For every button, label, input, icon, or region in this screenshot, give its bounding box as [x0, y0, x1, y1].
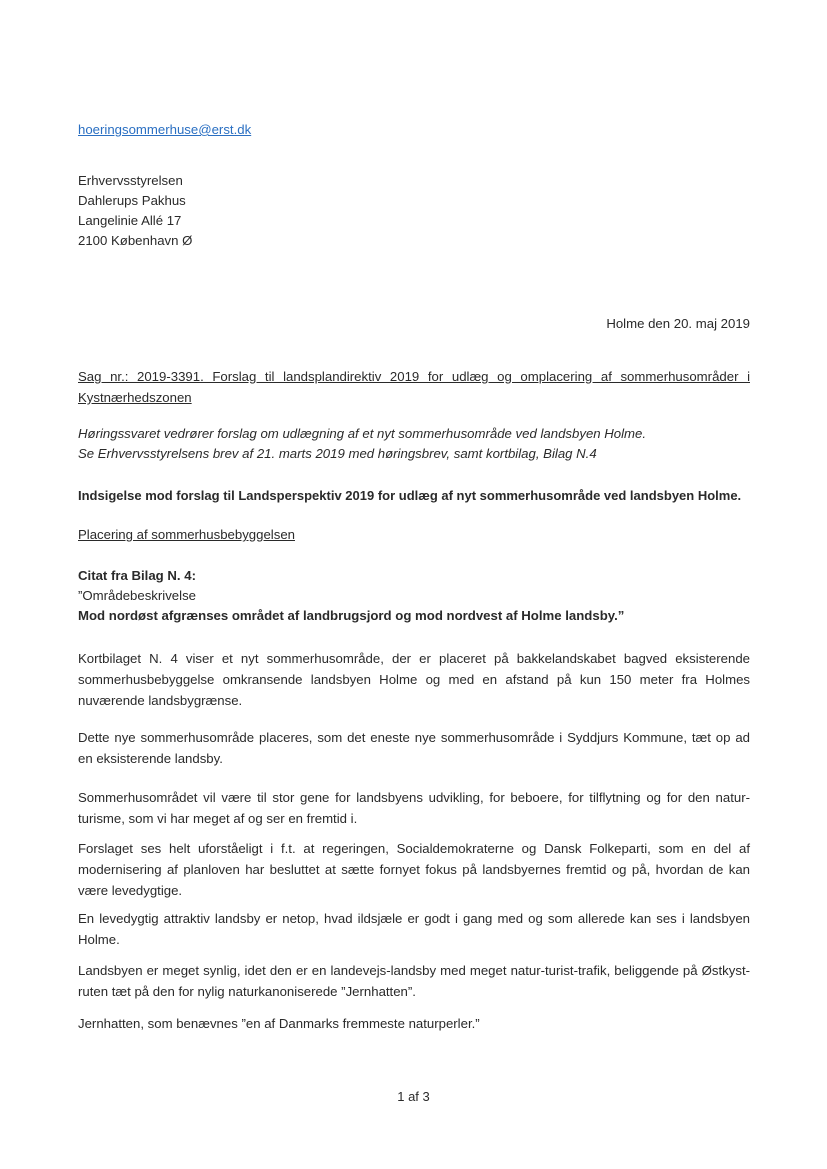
quote-text: Mod nordøst afgrænses området af landbrugsjord og mod nordvest af Holme landsby.” [78, 608, 625, 623]
letter-date: Holme den 20. maj 2019 [606, 316, 750, 331]
recipient-email-link[interactable]: hoeringsommerhuse@erst.dk [78, 122, 252, 137]
paragraph: Jernhatten, som benævnes ”en af Danmarks fremmeste naturperler.” [78, 1016, 480, 1031]
address-line: Dahlerups Pakhus [78, 193, 186, 208]
page-number: 1 af 3 [397, 1089, 430, 1104]
hearing-note-line: Høringssvaret vedrører forslag om udlægning af et nyt sommerhusområde ved landsbyen Holme. [78, 426, 647, 441]
quote-label: Citat fra Bilag N. 4: [78, 568, 196, 583]
paragraph: Forslaget ses helt uforståeligt i f.t. at regeringen, Socialdemokraterne og Dansk Folkeparti, som en del af modernisering af planloven har besluttet at sætte fornyet fokus på landsbyernes fremtid og på, hvordan de kan være levedygtige. [78, 841, 750, 898]
address-line: Langelinie Allé 17 [78, 213, 182, 228]
objection-heading: Indsigelse mod forslag til Landsperspektiv 2019 for udlæg af nyt sommerhusområde ved landsbyen Holme. [78, 488, 742, 503]
paragraph: Dette nye sommerhusområde placeres, som det eneste nye sommerhusområde i Syddjurs Kommune, tæt op ad en eksisterende landsby. [78, 730, 750, 766]
address-line: Erhvervsstyrelsen [78, 173, 183, 188]
hearing-note-line: Se Erhvervsstyrelsens brev af 21. marts 2019 med høringsbrev, samt kortbilag, Bilag N.4 [78, 446, 597, 461]
hearing-note [78, 424, 750, 464]
address-line: 2100 København Ø [78, 233, 193, 248]
quote-title: ”Områdebeskrivelse [78, 588, 196, 603]
paragraph: Landsbyen er meget synlig, idet den er en landevejs-landsby med meget natur-turist-trafik, beliggende på Østkyst-ruten tæt på den for nylig naturkanoniserede ”Jernhatten”. [78, 963, 750, 999]
recipient-address [78, 171, 750, 251]
case-reference: Sag nr.: 2019-3391. Forslag til landsplandirektiv 2019 for udlæg og omplacering af sommerhusområder i Kystnærhedszonen [78, 369, 750, 405]
quote-block [78, 566, 750, 626]
section-heading: Placering af sommerhusbebyggelsen [78, 527, 295, 542]
paragraph: Kortbilaget N. 4 viser et nyt sommerhusområde, der er placeret på bakkelandskabet bagved eksisterende sommerhusbebyggelse omkransende landsbyen Holme og med en afstand på kun 150 meter fra Holmes nuværende landsbygrænse. [78, 651, 750, 708]
paragraph: Sommerhusområdet vil være til stor gene for landsbyens udvikling, for beboere, for tilflytning og for den natur-turisme, som vi har meget af og ser en fremtid i. [78, 790, 750, 826]
paragraph: En levedygtig attraktiv landsby er netop, hvad ildsjæle er godt i gang med og som allerede kan ses i landsbyen Holme. [78, 911, 750, 947]
